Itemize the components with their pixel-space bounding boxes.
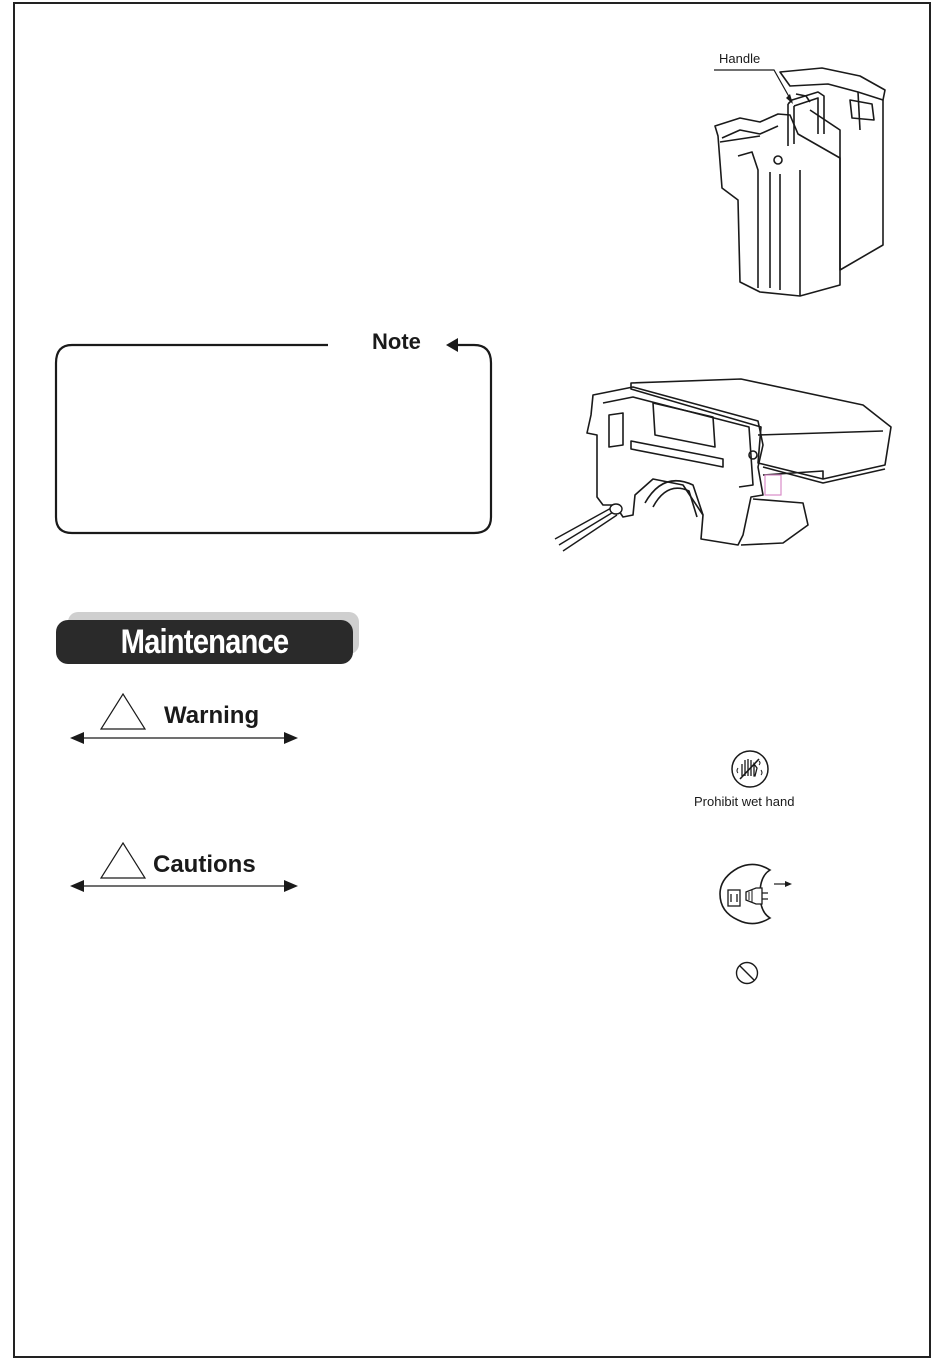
unplug-icon	[716, 860, 802, 928]
cautions-divider-arrow	[68, 876, 300, 896]
warning-divider-arrow	[68, 728, 300, 748]
prohibit-wet-hand-label: Prohibit wet hand	[694, 794, 795, 809]
note-title: Note	[366, 329, 427, 355]
note-frame	[50, 335, 500, 540]
maintenance-title: Maintenance	[120, 622, 289, 661]
caution-triangle-icon	[99, 841, 147, 881]
water-tank-illustration	[700, 60, 900, 300]
prohibit-wet-hand-icon	[729, 748, 771, 790]
warning-triangle-icon	[99, 692, 147, 732]
warning-label: Warning	[164, 702, 260, 729]
handle-label: Handle	[719, 51, 761, 66]
cautions-label: Cautions	[153, 851, 256, 878]
dehumidifier-unit-illustration	[553, 375, 898, 555]
prohibit-icon	[734, 960, 760, 986]
maintenance-heading	[56, 620, 353, 664]
